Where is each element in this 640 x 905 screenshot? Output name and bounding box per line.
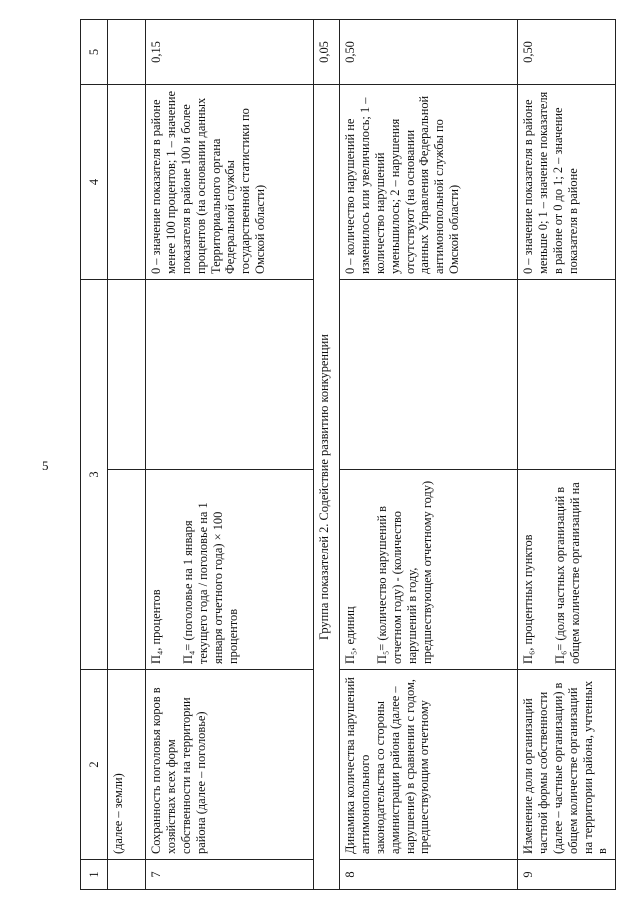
indicator-unit: П₆, процентных пунктов <box>521 534 535 664</box>
indicator-formula: П₄= (поголовье на 1 января текущего года / поголовье на 1 января отчетного года) × 100 процентов <box>180 502 240 664</box>
header-col-1: 1 <box>81 860 108 890</box>
header-col-4: 4 <box>81 84 108 279</box>
header-col-5: 5 <box>81 19 108 84</box>
indicators-table <box>80 19 616 890</box>
spacer <box>536 475 553 664</box>
group-weight: 0,05 <box>314 19 340 84</box>
table-header-row <box>81 19 108 889</box>
header-col-2: 2 <box>81 670 108 860</box>
indicator-formula: П₆= (доля частных организаций в общем количестве организаций на <box>552 482 582 664</box>
table-cell <box>340 279 518 469</box>
indicator-formula-cell <box>340 470 518 670</box>
spacer <box>358 475 375 664</box>
indicator-name: Изменение доли организаций частной формы собственности (далее – частные организации) в общем количестве организаций на территории района, учтенных в <box>518 670 616 860</box>
table-cell <box>108 279 146 469</box>
table-row-9 <box>518 19 616 889</box>
indicator-formula-cell <box>146 470 314 670</box>
indicator-weight: 0,50 <box>340 19 518 84</box>
indicator-name: Сохранность поголовья коров в хозяйствах всех форм собственности на территории района (далее – поголовье) <box>146 670 314 860</box>
table-cell <box>108 84 146 279</box>
group-row <box>314 19 340 889</box>
indicator-weight: 0,50 <box>518 19 616 84</box>
indicator-criteria: 0 – значение показателя в районе менее 100 процентов; 1 – значение показателя в районе 100 и более процентов (на основании данных Территориального органа Федеральной службы государственной статистики по Омской области) <box>146 84 314 279</box>
table-cell <box>146 279 314 469</box>
indicator-name: Динамика количества нарушений антимонопольного законодательства со стороны администрации района (далее – нарушение) в сравнении с годом, предшествующим отчетному <box>340 670 518 860</box>
indicator-criteria: 0 – значение показателя в районе меньше 0; 1 – значение показателя в районе от 0 до 1; 2 – значение показателя в районе <box>518 84 616 279</box>
table-rotation-wrapper <box>80 20 610 890</box>
indicator-formula: П₅= (количество нарушений в отчетном году) - (количество нарушений в году, предшествующем отчетному году) <box>374 480 434 664</box>
spacer <box>164 475 181 664</box>
indicator-unit: П₅, единиц <box>343 606 357 664</box>
continued-text: (далее – земли) <box>108 670 146 860</box>
rotated-table-area <box>80 20 610 890</box>
continued-row <box>108 19 146 889</box>
table-row-7 <box>146 19 314 889</box>
row-number: 8 <box>340 860 518 890</box>
table-cell <box>108 19 146 84</box>
table-cell <box>518 279 616 469</box>
indicator-formula-cell <box>518 470 616 670</box>
indicator-weight: 0,15 <box>146 19 314 84</box>
group-title: Группа показателей 2. Содействие развитию конкуренции <box>314 84 340 889</box>
indicator-criteria: 0 – количество нарушений не изменилось или увеличилось; 1 – количество нарушений уменьшилось; 2 – нарушения отсутствуют (на основании данных Управления Федеральной антимонопольной службы по Омской области) <box>340 84 518 279</box>
row-number: 9 <box>518 860 616 890</box>
header-col-3: 3 <box>81 279 108 669</box>
table-cell <box>108 860 146 890</box>
table-row-8 <box>340 19 518 889</box>
row-number: 7 <box>146 860 314 890</box>
indicator-unit: П₄, процентов <box>149 589 163 664</box>
page-number: 5 <box>42 458 49 473</box>
table-cell <box>108 470 146 670</box>
